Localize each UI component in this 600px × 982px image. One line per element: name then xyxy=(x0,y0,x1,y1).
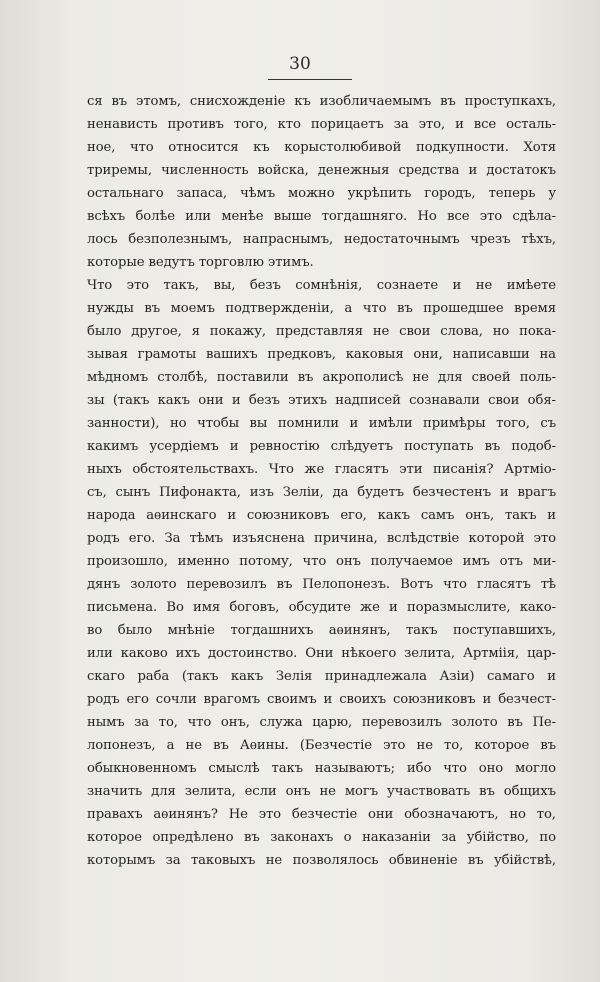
text-line: правахъ аѳинянъ? Не это безчестіе они обозначаютъ, но то, xyxy=(87,807,556,822)
text-line: ся въ этомъ, снисхожденіе къ изобличаемымъ въ проступкахъ, xyxy=(87,94,556,109)
text-line: народа аѳинскаго и союзниковъ его, какъ самъ онъ, такъ и xyxy=(87,508,556,523)
text-line: ное, что относится къ корыстолюбивой подкупности. Хотя xyxy=(87,140,556,155)
text-line: которымъ за таковыхъ не позволялось обвиненіе въ убійствѣ, xyxy=(87,853,556,868)
text-line: какимъ усердіемъ и ревностію слѣдуетъ поступать въ подоб- xyxy=(87,439,556,454)
text-line: мѣдномъ столбѣ, поставили въ акрополисѣ не для своей поль- xyxy=(87,370,556,385)
text-line: съ, сынъ Пифонакта, изъ Зеліи, да будетъ безчестенъ и врагъ xyxy=(87,485,556,500)
page-number: 30 xyxy=(289,54,311,74)
text-line: обыкновенномъ смыслѣ такъ называютъ; ибо что оно могло xyxy=(87,761,556,776)
text-line: во было мнѣніе тогдашнихъ аѳинянъ, такъ поступавшихъ, xyxy=(87,623,556,638)
text-line: дянъ золото перевозилъ въ Пелопонезъ. Вотъ что гласятъ тѣ xyxy=(87,577,556,592)
text-line: родъ его сочли врагомъ своимъ и своихъ союзниковъ и безчест- xyxy=(87,692,556,707)
text-line: ныхъ обстоятельствахъ. Что же гласятъ эти писанія? Артміо- xyxy=(87,462,556,477)
text-line: произошло, именно потому, что онъ получаемое имъ отъ ми- xyxy=(87,554,556,569)
text-line: которое опредѣлено въ законахъ о наказаніи за убійство, по xyxy=(87,830,556,845)
text-line: лось безполезнымъ, напраснымъ, недостаточнымъ чрезъ тѣхъ, xyxy=(87,232,556,247)
text-line: нымъ за то, что онъ, служа царю, перевозилъ золото въ Пе- xyxy=(87,715,556,730)
header-rule xyxy=(268,79,352,80)
text-line: было другое, я покажу, представляя не свои слова, но пока- xyxy=(87,324,556,339)
text-line: родъ его. За тѣмъ изъяснена причина, вслѣдствіе которой это xyxy=(87,531,556,546)
text-line: зывая грамоты вашихъ предковъ, каковыя они, написавши на xyxy=(87,347,556,362)
text-line: лопонезъ, а не въ Аѳины. (Безчестіе это не то, которое въ xyxy=(87,738,556,753)
text-line: Что это такъ, вы, безъ сомнѣнія, сознаете и не имѣете xyxy=(87,278,556,293)
text-line: письмена. Во имя боговъ, обсудите же и поразмыслите, како- xyxy=(87,600,556,615)
text-line: триремы, численность войска, денежныя средства и достатокъ xyxy=(87,163,556,178)
text-line: скаго раба (такъ какъ Зелія принадлежала Азіи) самаго и xyxy=(87,669,556,684)
text-line: значить для зелита, если онъ не могъ участвовать въ общихъ xyxy=(87,784,556,799)
text-line: ненависть противъ того, кто порицаетъ за это, и все осталь- xyxy=(87,117,556,132)
text-line: остальнаго запаса, чѣмъ можно укрѣпить городъ, теперь у xyxy=(87,186,556,201)
text-line: занности), но чтобы вы помнили и имѣли примѣры того, съ xyxy=(87,416,556,431)
text-line: нужды въ моемъ подтвержденіи, а что въ прошедшее время xyxy=(87,301,556,316)
text-line: всѣхъ болѣе или менѣе выше тогдашняго. Но все это сдѣла- xyxy=(87,209,556,224)
text-line: или каково ихъ достоинство. Они нѣкоего зелита, Артміія, цар- xyxy=(87,646,556,661)
text-line: которые ведутъ торговлю этимъ. xyxy=(87,255,314,270)
text-line: зы (такъ какъ они и безъ этихъ надписей сознавали свои обя- xyxy=(87,393,556,408)
body-text xyxy=(87,90,556,872)
